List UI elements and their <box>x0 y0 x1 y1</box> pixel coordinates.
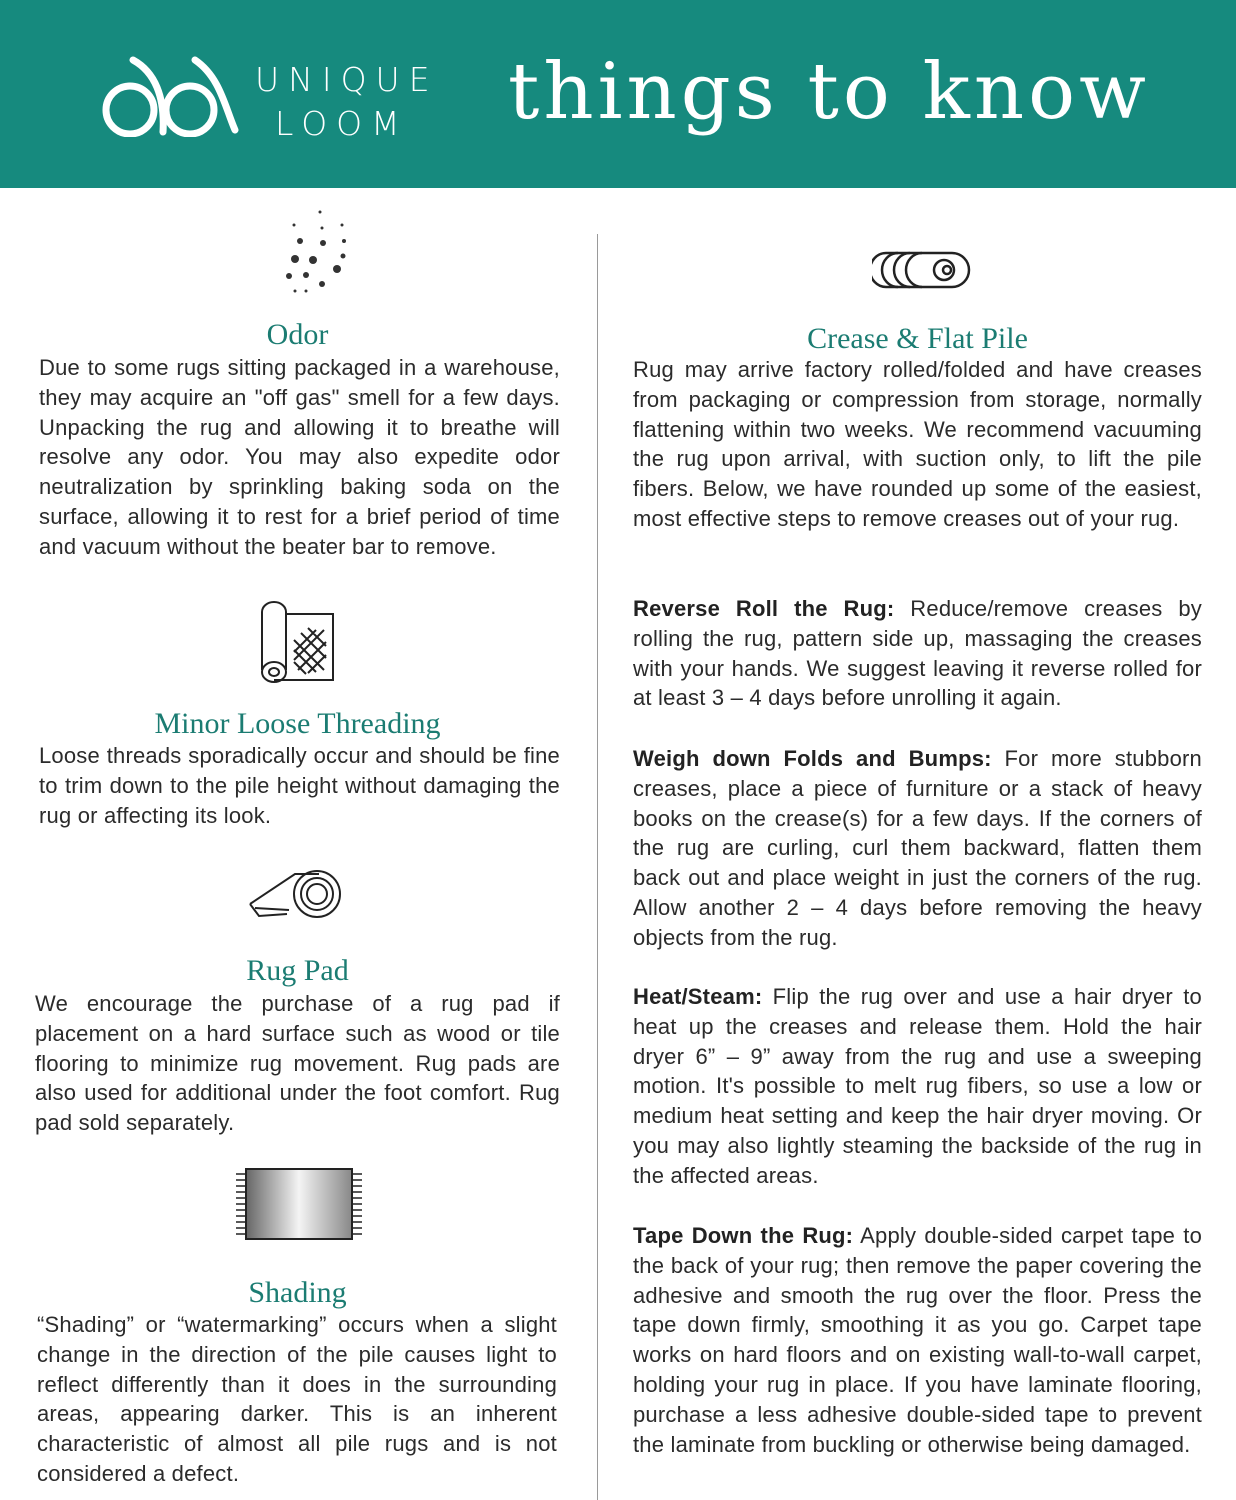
step-lead: Reverse Roll the Rug: <box>633 596 895 621</box>
section-text-odor: Due to some rugs sitting packaged in a warehouse, they may acquire an "off gas" smell for a few days. Unpacking the rug and allowing it to breathe will resolve any odor. You may also expedite odor neutralization by sprinkling baking soda on the surface, allowing it to rest for a brief period of time and vacuum without the beater bar to remove. <box>39 355 560 559</box>
step-reverse-roll <box>633 594 1202 713</box>
step-text: Flip the rug over and use a hair dryer to heat up the creases and release them. Hold the hair dryer 6” – 9” away from the rug and use a sweeping motion. It's possible to melt rug fibers, so use a low or medium heat setting and keep the hair dryer moving. Or you may also lightly steaming the backside of the rug in the affected areas. <box>633 984 1202 1188</box>
section-title-rug-pad: Rug Pad <box>246 954 349 987</box>
brand-name <box>255 58 439 146</box>
header-banner <box>0 0 1236 188</box>
step-lead: Tape Down the Rug: <box>633 1223 854 1248</box>
step-text: Reduce/remove creases by rolling the rug, pattern side up, massaging the creases with your hands. We suggest leaving it reverse rolled for at least 3 – 4 days before unrolling it again. <box>633 596 1202 711</box>
shaded-rug-icon <box>234 1166 364 1242</box>
section-title-crease: Crease & Flat Pile <box>807 322 1028 355</box>
rug-pad-roll-icon <box>247 866 345 922</box>
step-tape-down <box>633 1221 1202 1459</box>
step-heat-steam <box>633 982 1202 1191</box>
brand-line-2: LOOM <box>275 104 409 143</box>
section-text-shading: “Shading” or “watermarking” occurs when a slight change in the direction of the pile causes light to reflect differently than it does in the surrounding areas, appearing darker. This is an inherent characteristic of almost all pile rugs and is not considered a defect. <box>37 1312 557 1486</box>
section-title-threading: Minor Loose Threading <box>154 707 441 740</box>
dots-odor-icon <box>280 208 355 298</box>
step-text: Apply double-sided carpet tape to the back of your rug; then remove the paper covering the adhesive and smooth the rug over the floor. Press the tape down firmly, smoothing it as you go. Carpet tape works on hard floors and on existing wall-to-wall carpet, holding your rug in place. If you have laminate flooring, purchase a less adhesive double-sided tape to prevent the laminate from buckling or otherwise being damaged. <box>633 1223 1203 1457</box>
section-text-crease-intro: Rug may arrive factory rolled/folded and have creases from packaging or compression from storage, normally flattening within two weeks. We recommend vacuuming the rug upon arrival, with suction only, to lift the pile fibers. Below, we have rounded up some of the easiest, most effective steps to remove creases out of your rug. <box>633 357 1202 531</box>
column-divider <box>597 234 598 1500</box>
step-lead: Weigh down Folds and Bumps: <box>633 746 992 771</box>
section-title-shading: Shading <box>248 1276 347 1309</box>
section-text-rug-pad: We encourage the purchase of a rug pad if placement on a hard surface such as wood or tile flooring to minimize rug movement. Rug pads are also used for additional under the foot comfort. Rug pad sold separately. <box>35 991 560 1136</box>
brand-line-1: UNIQUE <box>255 60 439 99</box>
step-weigh-down <box>633 744 1202 953</box>
step-lead: Heat/Steam: <box>633 984 763 1009</box>
step-text: For more stubborn creases, place a piece of furniture or a stack of heavy books on the crease(s) for a few days. If the corners of the rug are curling, curl them backward, flatten them back out and place weight in just the corners of the rug. Allow another 2 – 4 days before removing the heavy objects from the rug. <box>633 746 1202 950</box>
section-text-threading: Loose threads sporadically occur and should be fine to trim down to the pile height without damaging the rug or affecting its look. <box>39 743 560 828</box>
unique-loom-logo-icon <box>95 52 240 137</box>
crease-roll-icon <box>872 250 974 290</box>
page-title: things to know <box>508 47 1150 137</box>
rolled-rug-threading-icon <box>256 600 338 686</box>
section-title-odor: Odor <box>266 318 329 351</box>
